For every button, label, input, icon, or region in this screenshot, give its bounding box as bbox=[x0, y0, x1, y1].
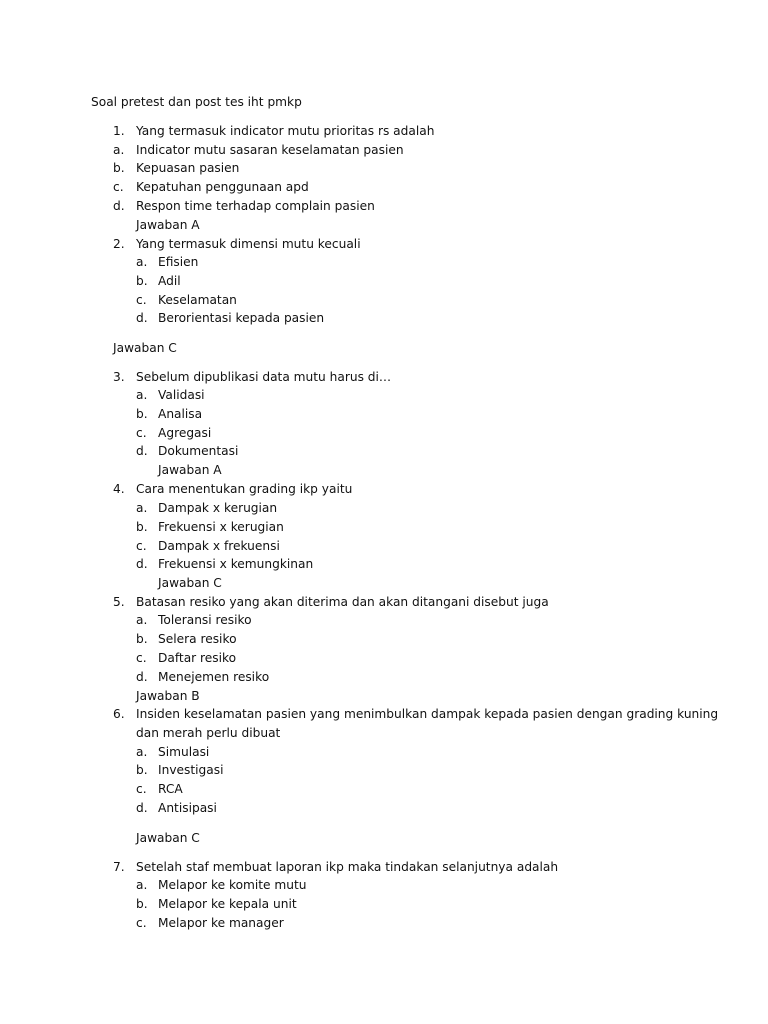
option-letter: b. bbox=[113, 161, 125, 175]
question-text-continued: dan merah perlu dibuat bbox=[136, 726, 281, 740]
option-text: Investigasi bbox=[158, 763, 224, 777]
option-text: Antisipasi bbox=[158, 801, 217, 815]
option-letter: c. bbox=[136, 651, 147, 665]
question-number: 7. bbox=[113, 860, 125, 874]
option-letter: a. bbox=[113, 143, 125, 157]
option-text: Kepuasan pasien bbox=[136, 161, 240, 175]
option-letter: a. bbox=[136, 501, 148, 515]
option-text: Melapor ke kepala unit bbox=[158, 897, 297, 911]
answer-text: Jawaban C bbox=[113, 341, 177, 355]
option-letter: c. bbox=[113, 180, 124, 194]
option-text: Berorientasi kepada pasien bbox=[158, 311, 325, 325]
answer-text: Jawaban B bbox=[136, 689, 200, 703]
option-letter: a. bbox=[136, 745, 148, 759]
option-text: Melapor ke komite mutu bbox=[158, 878, 307, 892]
option-text: Dokumentasi bbox=[158, 444, 239, 458]
answer-text: Jawaban C bbox=[136, 831, 200, 845]
option-text: RCA bbox=[158, 782, 183, 796]
option-letter: a. bbox=[136, 388, 148, 402]
option-text: Dampak x frekuensi bbox=[158, 539, 280, 553]
question-text: Insiden keselamatan pasien yang menimbulkan dampak kepada pasien dengan grading kuning bbox=[136, 707, 719, 721]
option-letter: b. bbox=[136, 632, 148, 646]
option-text: Analisa bbox=[158, 407, 203, 421]
answer-text: Jawaban C bbox=[158, 576, 222, 590]
option-letter: d. bbox=[113, 199, 125, 213]
question-text: Cara menentukan grading ikp yaitu bbox=[136, 482, 353, 496]
option-letter: a. bbox=[136, 613, 148, 627]
question-text: Sebelum dipublikasi data mutu harus di… bbox=[136, 370, 392, 384]
option-letter: b. bbox=[136, 763, 148, 777]
option-letter: d. bbox=[136, 311, 148, 325]
question-number: 3. bbox=[113, 370, 125, 384]
option-text: Frekuensi x kerugian bbox=[158, 520, 284, 534]
option-letter: c. bbox=[136, 916, 147, 930]
option-text: Agregasi bbox=[158, 426, 212, 440]
question-number: 5. bbox=[113, 595, 125, 609]
option-text: Daftar resiko bbox=[158, 651, 237, 665]
option-letter: d. bbox=[136, 670, 148, 684]
option-letter: d. bbox=[136, 557, 148, 571]
option-text: Indicator mutu sasaran keselamatan pasien bbox=[136, 143, 404, 157]
document-title: Soal pretest dan post tes iht pmkp bbox=[91, 95, 302, 109]
question-number: 1. bbox=[113, 124, 125, 138]
question-text: Yang termasuk dimensi mutu kecuali bbox=[136, 237, 361, 251]
option-text: Selera resiko bbox=[158, 632, 237, 646]
question-number: 4. bbox=[113, 482, 125, 496]
option-letter: c. bbox=[136, 782, 147, 796]
option-text: Efisien bbox=[158, 255, 199, 269]
question-number: 2. bbox=[113, 237, 125, 251]
option-text: Keselamatan bbox=[158, 293, 237, 307]
option-letter: b. bbox=[136, 407, 148, 421]
option-text: Validasi bbox=[158, 388, 205, 402]
option-text: Kepatuhan penggunaan apd bbox=[136, 180, 309, 194]
option-letter: c. bbox=[136, 293, 147, 307]
option-text: Menejemen resiko bbox=[158, 670, 270, 684]
option-text: Adil bbox=[158, 274, 181, 288]
question-text: Setelah staf membuat laporan ikp maka tindakan selanjutnya adalah bbox=[136, 860, 559, 874]
option-letter: a. bbox=[136, 878, 148, 892]
option-text: Simulasi bbox=[158, 745, 210, 759]
option-letter: a. bbox=[136, 255, 148, 269]
answer-text: Jawaban A bbox=[158, 463, 222, 477]
answer-text: Jawaban A bbox=[136, 218, 200, 232]
option-text: Frekuensi x kemungkinan bbox=[158, 557, 314, 571]
question-text: Batasan resiko yang akan diterima dan akan ditangani disebut juga bbox=[136, 595, 549, 609]
option-letter: d. bbox=[136, 801, 148, 815]
question-text: Yang termasuk indicator mutu prioritas rs adalah bbox=[136, 124, 435, 138]
question-number: 6. bbox=[113, 707, 125, 721]
option-letter: c. bbox=[136, 426, 147, 440]
option-letter: d. bbox=[136, 444, 148, 458]
option-text: Respon time terhadap complain pasien bbox=[136, 199, 375, 213]
option-letter: c. bbox=[136, 539, 147, 553]
option-letter: b. bbox=[136, 897, 148, 911]
option-text: Toleransi resiko bbox=[158, 613, 252, 627]
option-letter: b. bbox=[136, 274, 148, 288]
option-letter: b. bbox=[136, 520, 148, 534]
option-text: Melapor ke manager bbox=[158, 916, 284, 930]
option-text: Dampak x kerugian bbox=[158, 501, 278, 515]
